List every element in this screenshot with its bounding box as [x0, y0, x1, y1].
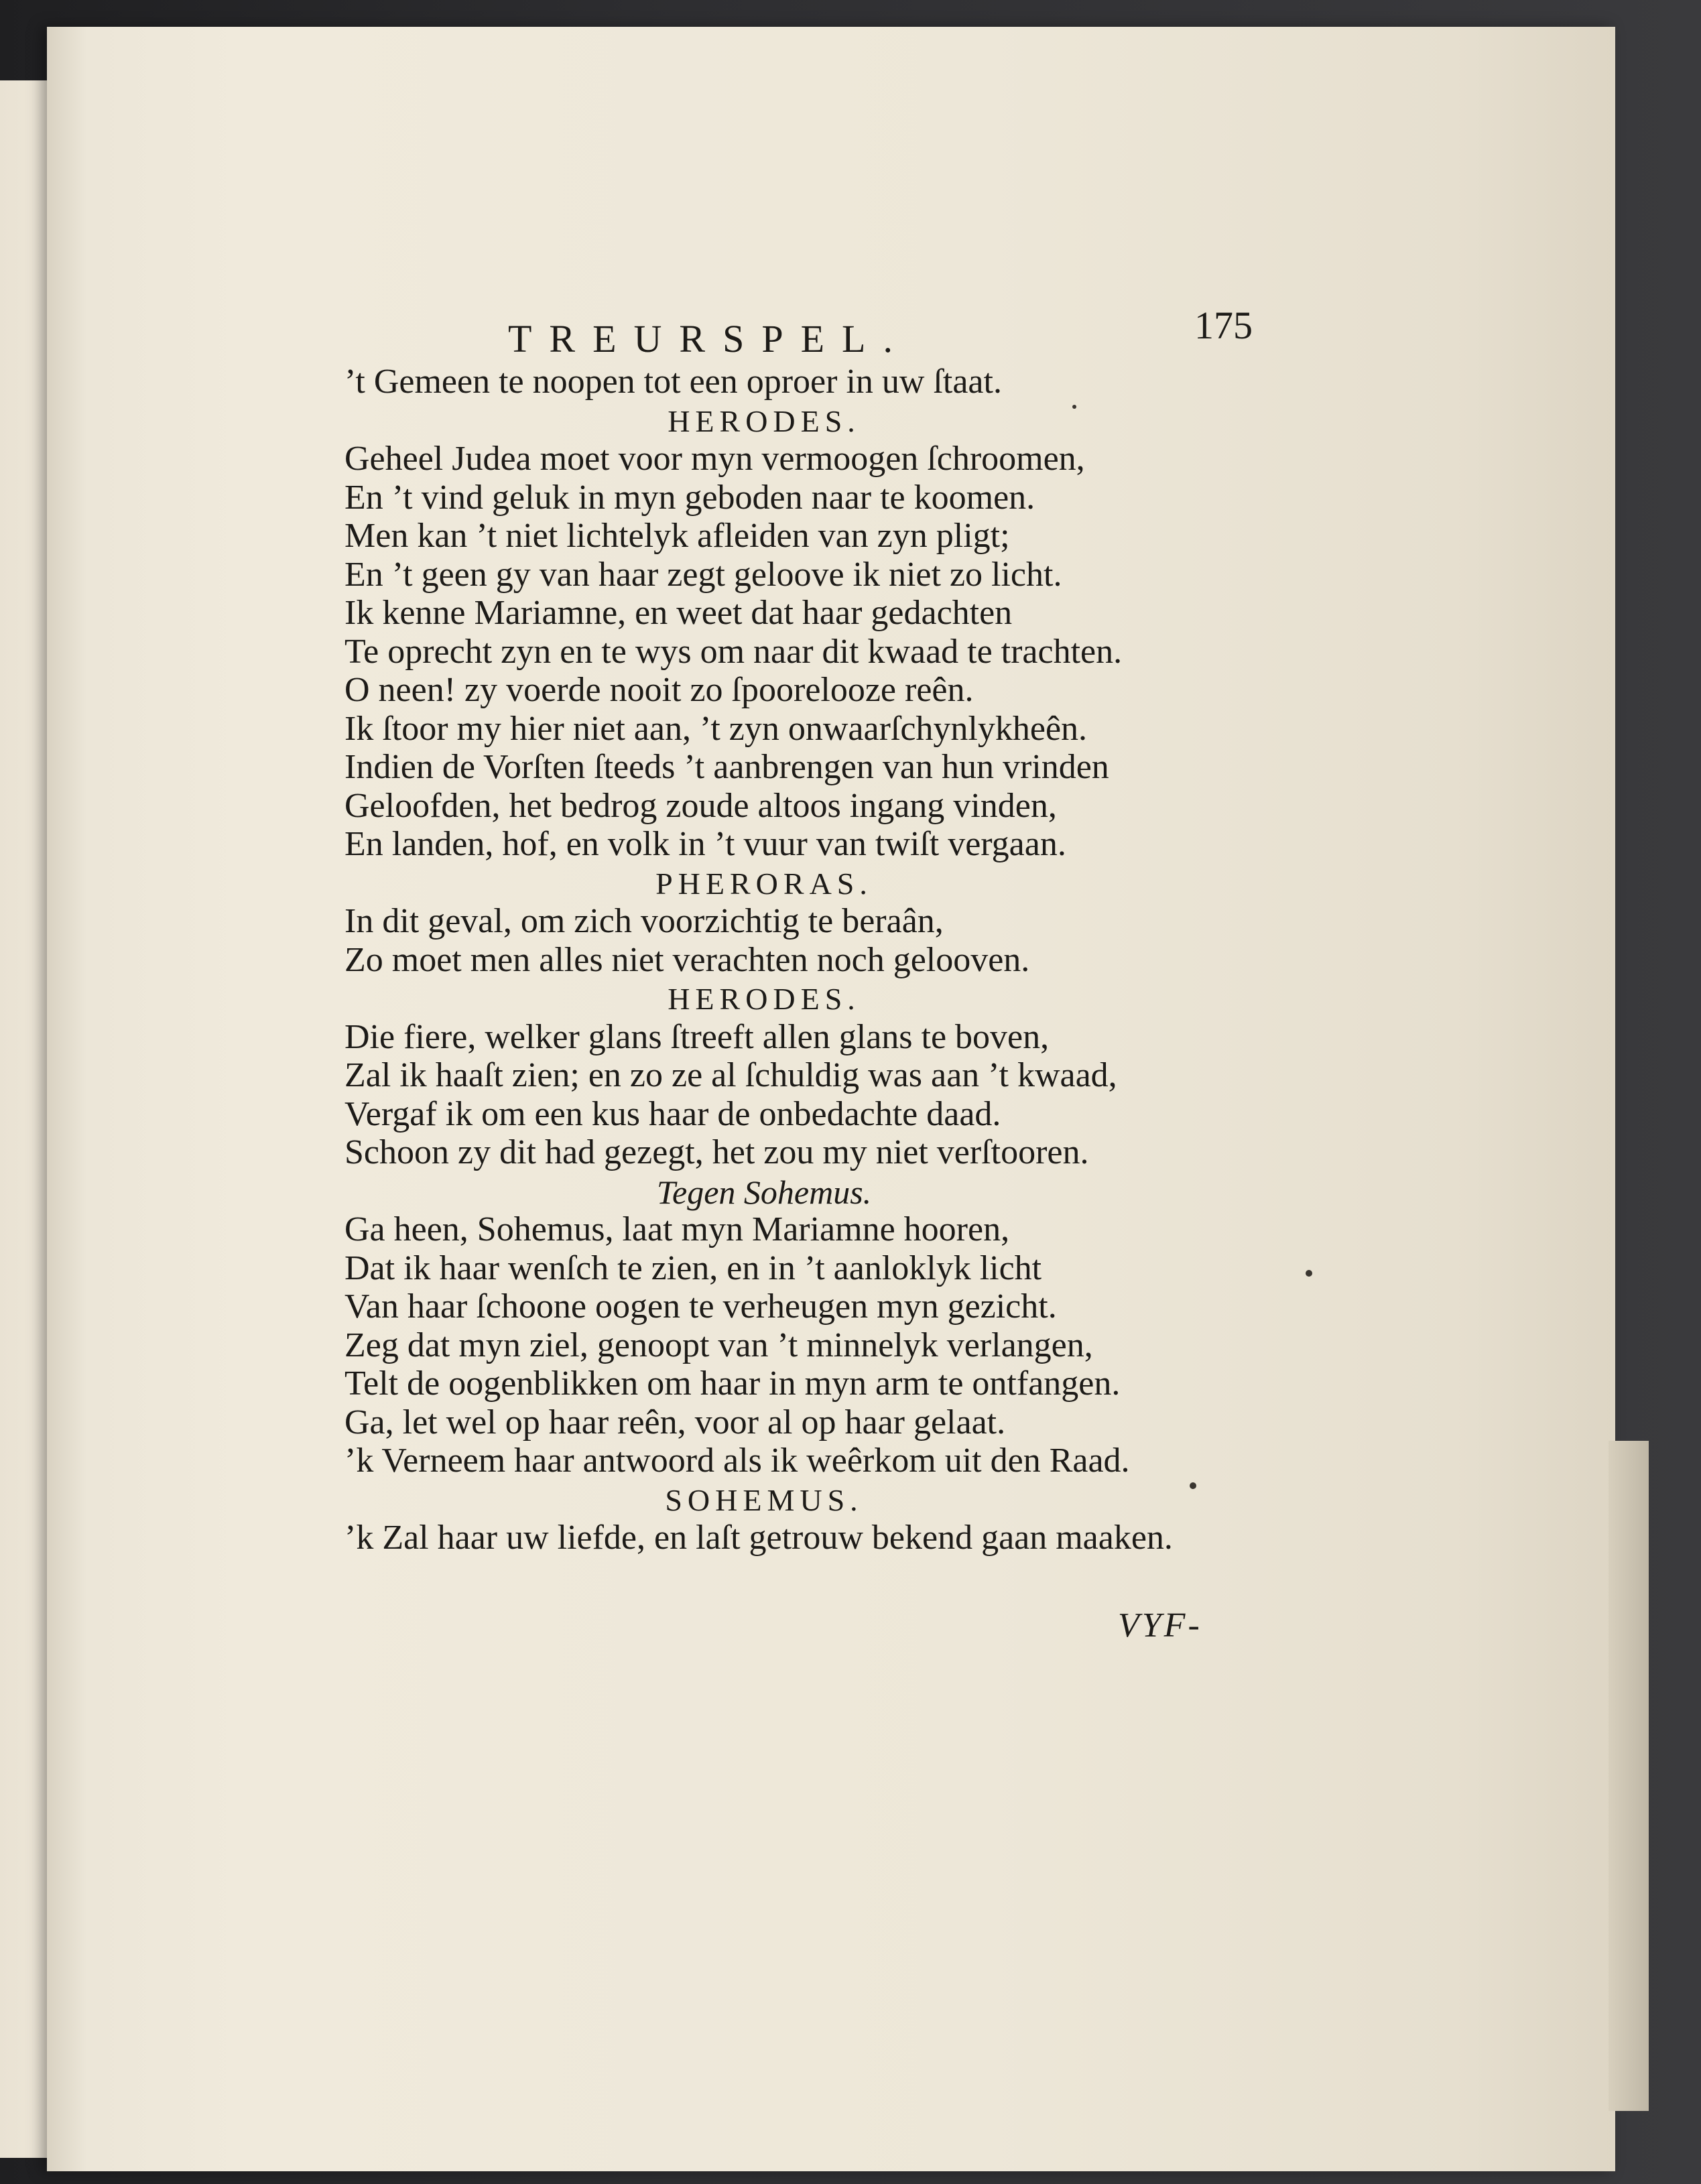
verse-line: ’t Gemeen te noopen tot een oproer in uw ſtaat.	[344, 363, 1002, 401]
verse-line: Dat ik haar wenſch te zien, en in ’t aanloklyk licht	[344, 1248, 1042, 1287]
verse-line: Ik kenne Mariamne, en weet dat haar gedachten	[344, 594, 1013, 632]
running-head: TREURSPEL.	[508, 317, 910, 361]
verse-line: En ’t vind geluk in myn geboden naar te koomen.	[344, 478, 1035, 517]
verse-line: Vergaf ik om een kus haar de onbedachte daad.	[344, 1094, 1001, 1133]
verse-line: Ik ſtoor my hier niet aan, ’t zyn onwaarſchynlykheên.	[344, 709, 1088, 748]
verse-line: Zal ik haaſt zien; en zo ze al ſchuldig was aan ’t kwaad,	[344, 1056, 1117, 1094]
speaker-name: PHERORAS.	[655, 866, 873, 901]
ink-speck	[1190, 1482, 1196, 1489]
verse-line: O neen! zy voerde nooit zo ſpoorelooze reên.	[344, 671, 974, 709]
verse-line: Schoon zy dit had gezegt, het zou my niet verſtooren.	[344, 1133, 1089, 1171]
verse-line: Zo moet men alles niet verachten noch gelooven.	[344, 940, 1030, 979]
verse-line: In dit geval, om zich voorzichtig te beraân,	[344, 902, 944, 940]
verse-line: En landen, hof, en volk in ’t vuur van twiſt vergaan.	[344, 825, 1066, 863]
verse-line: Zeg dat myn ziel, genoopt van ’t minnelyk verlangen,	[344, 1326, 1093, 1364]
verse-line: Ga, let wel op haar reên, voor al op haar gelaat.	[344, 1403, 1006, 1441]
catchword: VYF-	[1118, 1606, 1202, 1645]
verse-line: Van haar ſchoone oogen te verheugen myn gezicht.	[344, 1287, 1057, 1326]
verse-line: Geheel Judea moet voor myn vermoogen ſchroomen,	[344, 440, 1085, 478]
verse-line: ’k Verneem haar antwoord als ik weêrkom uit den Raad.	[344, 1441, 1130, 1480]
verse-line: Ga heen, Sohemus, laat myn Mariamne hooren,	[344, 1210, 1010, 1248]
page-number: 175	[1194, 304, 1253, 347]
verse-line: Te oprecht zyn en te wys om naar dit kwaad te trachten.	[344, 632, 1123, 671]
verse-line: En ’t geen gy van haar zegt geloove ik niet zo licht.	[344, 555, 1062, 594]
verse-line: Indien de Vorſten ſteeds ’t aanbrengen van hun vrinden	[344, 748, 1109, 786]
ink-speck	[1306, 1270, 1312, 1277]
verse-line: Geloofden, het bedrog zoude altoos ingang vinden,	[344, 786, 1057, 825]
verse-line: Die fiere, welker glans ſtreeft allen glans te boven,	[344, 1017, 1050, 1056]
verse-line: Men kan ’t niet lichtelyk afleiden van zyn pligt;	[344, 517, 1010, 555]
speaker-name: HERODES.	[668, 403, 861, 438]
speaker-name: HERODES.	[668, 982, 861, 1016]
stage-direction: Tegen Sohemus.	[656, 1173, 872, 1211]
speaker-name: SOHEMUS.	[665, 1482, 863, 1517]
verse-line: Telt de oogenblikken om haar in myn arm te ontfangen.	[344, 1364, 1121, 1403]
ink-speck	[1072, 405, 1076, 409]
verse-line: ’k Zal haar uw liefde, en laſt getrouw bekend gaan maaken.	[344, 1519, 1173, 1557]
